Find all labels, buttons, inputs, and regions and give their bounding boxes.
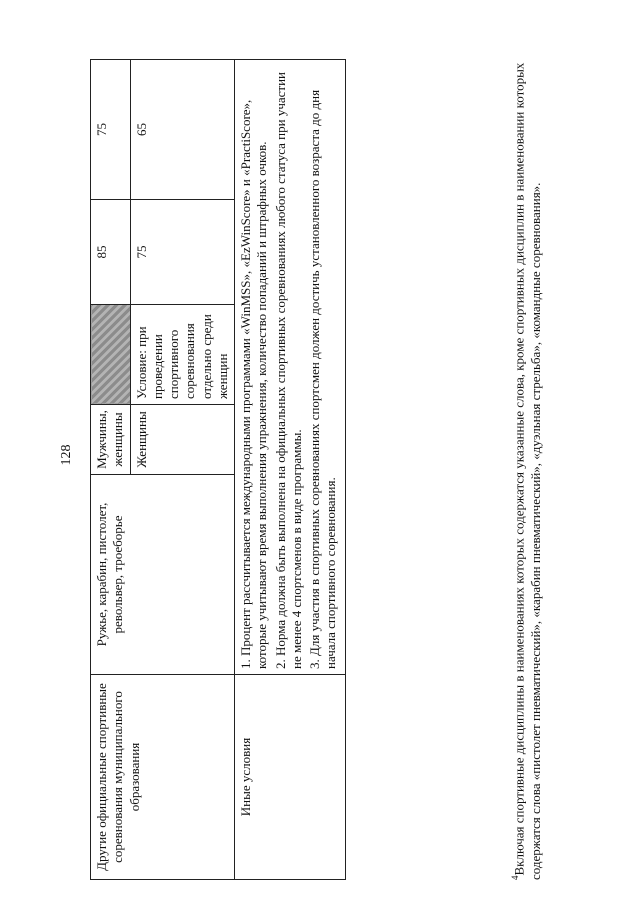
other-conditions-notes — [235, 60, 346, 675]
page-number: 128 — [59, 444, 74, 466]
footnote-mark: 4 — [510, 875, 520, 880]
note-2: 2. Норма должна быть выполнена на официальных спортивных соревнованиях любого статуса при участии не менее 4 спортсменов в виде программы. — [272, 71, 304, 669]
standards-table — [90, 59, 346, 880]
footnote — [510, 60, 600, 880]
table-row — [91, 60, 131, 880]
value-cell: 75 — [91, 60, 131, 200]
group-men-women-cell: Мужчины, женщины — [91, 405, 131, 475]
condition-cell: Условие: при проведении спортивного соревнования отдельно среди женщин — [130, 305, 235, 405]
footnote-text: Включая спортивные дисциплины в наименованиях которых содержатся указанные слова, кроме спортивных дисциплин в наименовании которых содержатся слова «пистолет пневматический», «карабин пневматический», «дуэльная стрельба», «командные соревнования». — [511, 62, 544, 880]
document-table-container — [90, 60, 360, 880]
weapons-cell: Ружье, карабин, пистолет, револьвер, троеборье — [91, 475, 235, 675]
value-cell: 65 — [130, 60, 235, 200]
note-1: 1. Процент рассчитывается международными программами «WinMSS», «EzWinScore» и «PractiScore», которые учитывают время выполнения упражнения, количество попаданий и штрафных очков. — [238, 99, 270, 669]
competition-type-cell: Другие официальные спортивные соревнования муниципального образования — [91, 675, 235, 880]
note-3: 3. Для участия в спортивных соревнованиях спортсмен должен достичь установленного возраста до дня начала спортивного соревнования. — [307, 89, 339, 669]
value-cell: 75 — [130, 200, 235, 305]
group-women-cell: Женщины — [130, 405, 235, 475]
value-cell: 85 — [91, 200, 131, 305]
table-row — [235, 60, 346, 880]
shaded-cell — [91, 305, 131, 405]
other-conditions-label: Иные условия — [235, 675, 346, 880]
